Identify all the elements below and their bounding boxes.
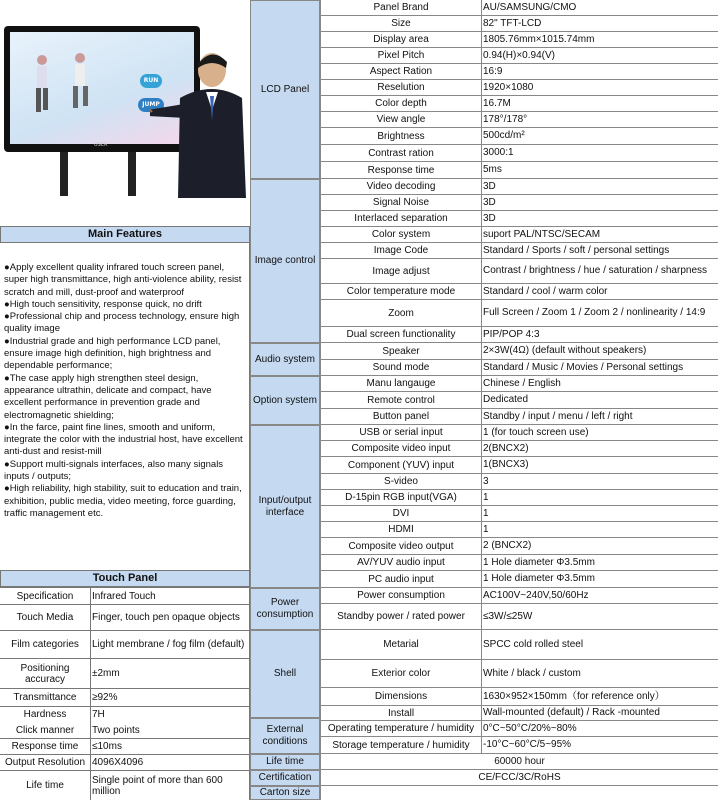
category-external-conditions: External conditions	[250, 718, 320, 754]
spec-value: 1 Hole diameter Φ3.5mm	[483, 556, 595, 568]
spec-key: D-15pin RGB input(VGA)	[320, 490, 482, 505]
spec-value: 1	[483, 507, 489, 519]
spec-key: Dimensions	[320, 688, 482, 705]
spec-value: SPCC cold rolled steel	[483, 638, 584, 650]
spec-row	[320, 490, 718, 506]
spec-row	[320, 604, 718, 630]
spec-row	[320, 145, 718, 162]
spec-key: Pixel Pitch	[320, 48, 482, 63]
tv-leg-right	[128, 152, 136, 196]
bubble-run: RUN	[140, 74, 162, 88]
spec-value: Chinese / English	[483, 377, 561, 389]
spec-key: Aspect Ration	[320, 64, 482, 79]
touch-value: ±2mm	[92, 668, 120, 679]
spec-value: 2×3W(4Ω) (default without speakers)	[483, 345, 647, 356]
touch-key: Film categories	[0, 631, 91, 658]
spec-value: ≤3W/≤25W	[483, 610, 533, 622]
touch-row	[0, 688, 250, 706]
spec-row	[320, 571, 718, 588]
spec-value: 1(BNCX3)	[483, 459, 529, 470]
spec-value: AC100V~240V,50/60Hz	[483, 589, 589, 601]
spec-row	[320, 376, 718, 392]
category-option-system: Option system	[250, 376, 320, 425]
certification-value: CE/FCC/3C/RoHS	[320, 770, 718, 785]
spec-value: 5ms	[483, 164, 502, 175]
spec-row	[320, 343, 718, 360]
spec-row	[320, 300, 718, 327]
category-lcd-panel: LCD Panel	[250, 0, 320, 179]
touch-value: 7H	[92, 709, 105, 720]
spec-row	[320, 227, 718, 243]
spec-key: Button panel	[320, 409, 482, 424]
touch-key: Hardness	[0, 707, 91, 722]
life-time-row	[320, 754, 718, 770]
spec-key: Exterior color	[320, 660, 482, 687]
spec-key: Remote control	[320, 392, 482, 408]
touch-row	[0, 770, 250, 800]
spec-value: Wall-mounted (default) / Rack -mounted	[483, 707, 660, 718]
spec-row	[320, 112, 718, 128]
spec-key: Power consumption	[320, 588, 482, 603]
spec-row	[320, 441, 718, 457]
feature-item: ●In the farce, paint fine lines, smooth and uniform, integrate the color with the industrial host, have excellent anti-dust and resist-mill	[4, 421, 243, 458]
spec-value: 1920×1080	[483, 81, 534, 93]
touch-row	[0, 722, 250, 738]
spec-row	[320, 162, 718, 179]
spec-value: 1 (for touch screen use)	[483, 426, 589, 438]
spec-key: Image Code	[320, 243, 482, 258]
spec-key: Manu langauge	[320, 376, 482, 391]
touch-row	[0, 604, 250, 630]
touch-panel-header: Touch Panel	[0, 570, 250, 587]
feature-item: ●Support multi-signals interfaces, also many signals inputs / outputs;	[4, 458, 224, 483]
spec-key: Panel Brand	[320, 0, 482, 15]
carton-size-row	[320, 786, 718, 800]
carton-size-value	[320, 786, 718, 800]
spec-key: Dual screen functionality	[320, 327, 482, 342]
touch-value: Finger, touch pen opaque objects	[92, 612, 240, 623]
touch-row	[0, 738, 250, 754]
spec-key: View angle	[320, 112, 482, 127]
spec-row	[320, 0, 718, 16]
spec-row	[320, 474, 718, 490]
spec-row	[320, 630, 718, 660]
features-header: Main Features	[0, 226, 250, 243]
spec-key: HDMI	[320, 522, 482, 537]
touch-value: ≥92%	[92, 692, 118, 703]
touch-row	[0, 706, 250, 722]
touch-value: Light membrane / fog film (default)	[92, 639, 245, 650]
spec-row	[320, 284, 718, 300]
spec-row	[320, 179, 718, 195]
spec-row	[320, 706, 718, 721]
spec-row	[320, 360, 718, 376]
touch-key: Output Resolution	[0, 755, 91, 770]
feature-item: ●High touch sensitivity, response quick, no drift	[4, 298, 202, 310]
spec-value: White / black / custom	[483, 667, 581, 679]
touch-value: Two points	[92, 724, 140, 736]
touch-key: Transmittance	[0, 689, 91, 706]
spec-value: 1	[483, 523, 489, 535]
spec-key: Image adjust	[320, 259, 482, 283]
spec-row	[320, 409, 718, 425]
spec-value: Dedicated	[483, 394, 529, 405]
touch-row	[0, 587, 250, 604]
spec-value: Full Screen / Zoom 1 / Zoom 2 / nonlinearity / 14:9	[483, 307, 706, 318]
spec-row	[320, 48, 718, 64]
spec-value: 1805.76mm×1015.74mm	[483, 33, 595, 45]
spec-value: AU/SAMSUNG/CMO	[483, 1, 577, 13]
spec-value: Standard / cool / warm color	[483, 285, 608, 297]
spec-key: Contrast ration	[320, 145, 482, 161]
spec-row	[320, 588, 718, 604]
spec-key: Composite video input	[320, 441, 482, 456]
spec-value: suport PAL/NTSC/SECAM	[483, 228, 601, 240]
spec-row	[320, 457, 718, 474]
spec-row	[320, 327, 718, 343]
touch-value: Infrared Touch	[92, 590, 156, 602]
spec-key: Size	[320, 16, 482, 31]
spec-row	[320, 660, 718, 688]
spec-key: Color temperature mode	[320, 284, 482, 299]
tv-leg-left	[60, 152, 68, 196]
spec-key: Color depth	[320, 96, 482, 111]
feature-item: ●The case apply high strengthen steel design, appearance ultrathin, delicate and compact, have excellent performance in prevention grade and electromagnetic shielding;	[4, 372, 212, 421]
spec-key: Component (YUV) input	[320, 457, 482, 473]
spec-key: Interlaced separation	[320, 211, 482, 226]
spec-value: 16.7M	[483, 97, 511, 109]
spec-row	[320, 80, 718, 96]
spec-value: 3D	[483, 180, 496, 192]
category-carton-size: Carton size	[250, 786, 320, 800]
spec-value: 500cd/m²	[483, 130, 525, 141]
touch-key: Specification	[0, 588, 91, 604]
touch-key: Click manner	[0, 722, 91, 738]
touch-key: Touch Media	[0, 605, 91, 630]
category-life-time: Life time	[250, 754, 320, 770]
spec-key: Video decoding	[320, 179, 482, 194]
spec-value: 3D	[483, 196, 496, 208]
touch-key: Response time	[0, 739, 91, 754]
feature-item: ●Industrial grade and high performance LCD panel, ensure image high definition, high brightness and dependable performance;	[4, 335, 221, 372]
tv-logo: USER	[94, 142, 108, 148]
spec-key: Brightness	[320, 128, 482, 144]
spec-value: 82" TFT-LCD	[483, 17, 542, 29]
spec-key: Standby power / rated power	[320, 604, 482, 629]
spec-value: 3D	[483, 212, 496, 224]
spec-key: DVI	[320, 506, 482, 521]
spec-value: Standby / input / menu / left / right	[483, 410, 633, 422]
spec-key: Color system	[320, 227, 482, 242]
spec-key: USB or serial input	[320, 425, 482, 440]
touch-key: Positioning accuracy	[0, 659, 91, 688]
spec-row	[320, 128, 718, 145]
spec-row	[320, 425, 718, 441]
category-certification: Certification	[250, 770, 320, 786]
spec-key: Sound mode	[320, 360, 482, 375]
spec-row	[320, 522, 718, 538]
spec-value: 1 Hole diameter Φ3.5mm	[483, 573, 595, 584]
people-illustration	[28, 52, 108, 122]
touch-value: 4096X4096	[92, 757, 144, 768]
spec-key: Operating temperature / humidity	[320, 721, 482, 736]
certification-row	[320, 770, 718, 786]
touch-value: Single point of more than 600 million	[92, 774, 223, 797]
category-shell: Shell	[250, 630, 320, 718]
spec-value: Contrast / brightness / hue / saturation / sharpness	[483, 265, 708, 276]
category-power: Power consumption	[250, 588, 320, 630]
spec-value: 2 (BNCX2)	[483, 540, 532, 551]
spec-row	[320, 555, 718, 571]
spec-row	[320, 195, 718, 211]
spec-row	[320, 243, 718, 259]
spec-key: Install	[320, 706, 482, 720]
spec-key: Display area	[320, 32, 482, 47]
features-list	[4, 262, 248, 520]
feature-item: ●High reliability, high stability, suit to education and train, exhibition, public media, video meeting, force guarding, traffic management etc.	[4, 483, 242, 519]
spec-row	[320, 392, 718, 409]
spec-key: Metarial	[320, 630, 482, 659]
presenter-illustration	[150, 50, 248, 198]
spec-key: PC audio input	[320, 571, 482, 587]
spec-row	[320, 32, 718, 48]
spec-key: Response time	[320, 162, 482, 178]
life-time-value: 60000 hour	[320, 754, 718, 769]
feature-item: ●Professional chip and process technology, ensure high quality image	[4, 311, 240, 335]
spec-value: PIP/POP 4:3	[483, 328, 540, 340]
spec-value: 16:9	[483, 65, 503, 77]
spec-row	[320, 16, 718, 32]
spec-key: Signal Noise	[320, 195, 482, 210]
spec-value: 1	[483, 491, 489, 503]
touch-row	[0, 754, 250, 770]
spec-value: 1630×952×150mm（for reference only）	[483, 690, 665, 702]
spec-key: Speaker	[320, 343, 482, 359]
touch-row	[0, 630, 250, 658]
spec-row	[320, 506, 718, 522]
spec-key: AV/YUV audio input	[320, 555, 482, 570]
spec-key: S-video	[320, 474, 482, 489]
category-input-output: Input/output interface	[250, 425, 320, 588]
spec-value: 0°C~50°C/20%~80%	[483, 722, 577, 734]
product-photo	[0, 0, 250, 226]
spec-key: Reselution	[320, 80, 482, 95]
spec-row	[320, 64, 718, 80]
spec-value: 3000:1	[483, 147, 514, 158]
spec-key: Composite video output	[320, 538, 482, 554]
bubble-jump: JUMP	[138, 98, 164, 112]
spec-row	[320, 688, 718, 706]
touch-row	[0, 658, 250, 688]
spec-row	[320, 737, 718, 754]
spec-value: -10°C~60°C/5~95%	[483, 739, 572, 750]
spec-row	[320, 96, 718, 112]
spec-key: Storage temperature / humidity	[320, 737, 482, 753]
category-image-control: Image control	[250, 179, 320, 343]
spec-value: 3	[483, 475, 489, 487]
category-audio-system: Audio system	[250, 343, 320, 376]
spec-row	[320, 259, 718, 284]
spec-value: 0.94(H)×0.94(V)	[483, 49, 555, 61]
touch-value: ≤10ms	[92, 741, 122, 752]
spec-value: 178°/178°	[483, 113, 528, 125]
spec-value: Standard / Music / Movies / Personal settings	[483, 361, 684, 373]
spec-row	[320, 538, 718, 555]
touch-key: Life time	[0, 771, 91, 800]
spec-row	[320, 211, 718, 227]
spec-value: 2(BNCX2)	[483, 442, 529, 454]
spec-value: Standard / Sports / soft / personal settings	[483, 244, 670, 256]
spec-row	[320, 721, 718, 737]
feature-item: ●Apply excellent quality infrared touch screen panel, super high transmittance, high anti-violence ability, resist scratch and mill, dust-proof and waterproof	[4, 262, 242, 298]
spec-key: Zoom	[320, 300, 482, 326]
